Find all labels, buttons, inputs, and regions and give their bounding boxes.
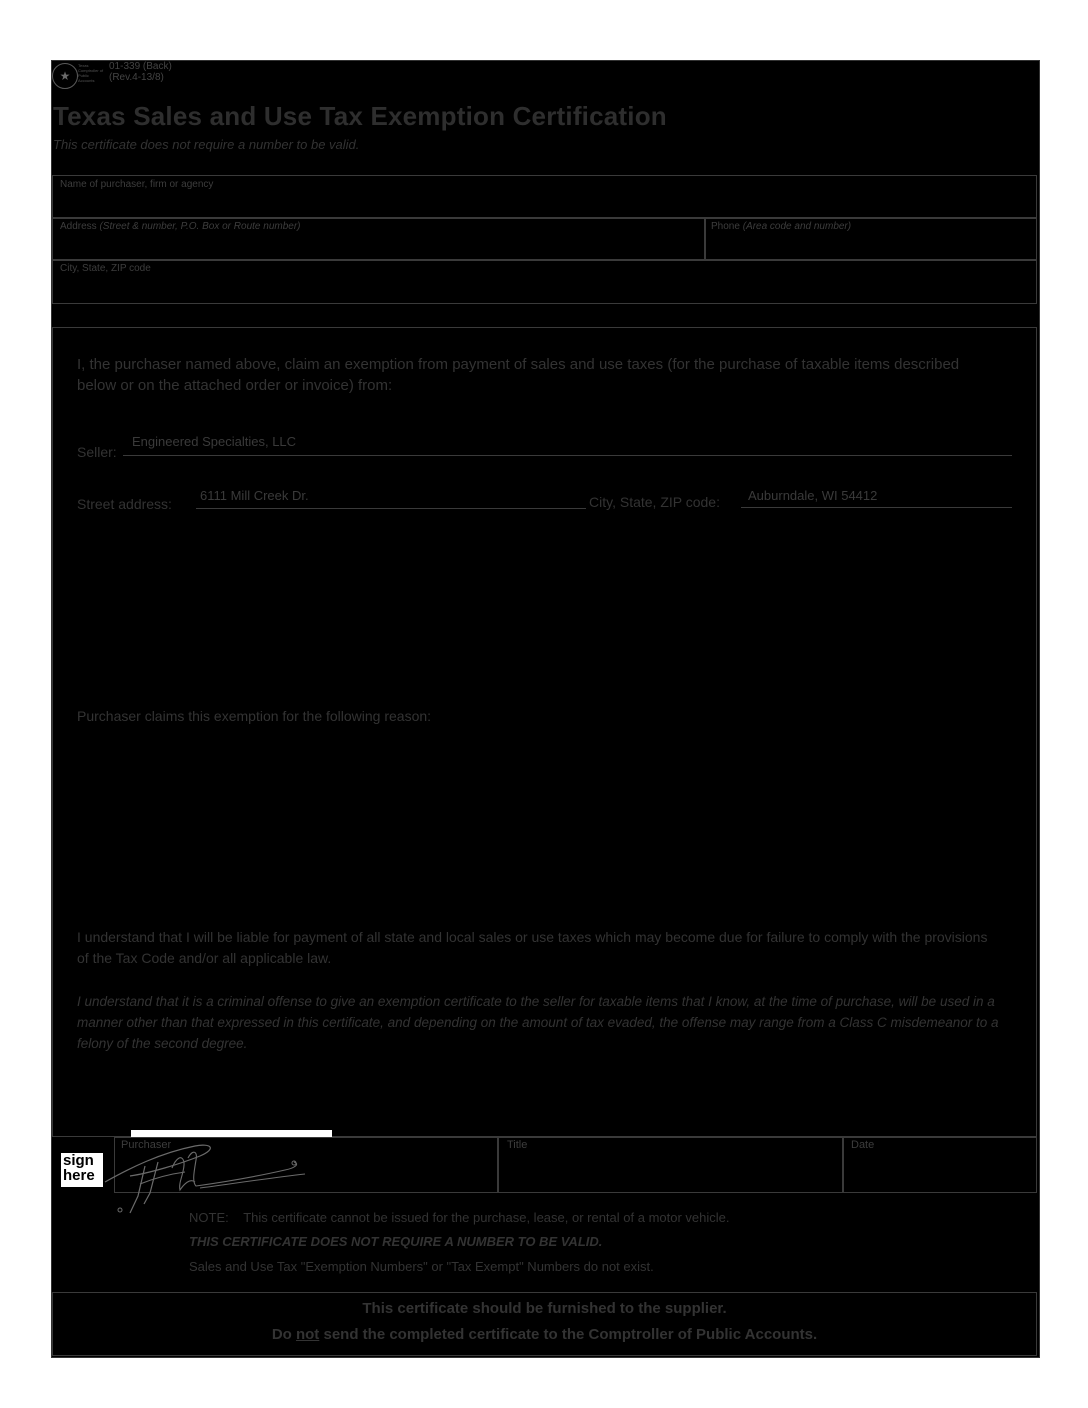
state-seal-icon: ★ (52, 63, 78, 89)
seller-label: Seller: (77, 444, 117, 460)
street-address-line (196, 507, 586, 509)
date-label: Date (851, 1139, 875, 1151)
do-not-send-text: Do not send the completed certificate to the Comptroller of Public Accounts. (271, 1326, 818, 1343)
purchaser-name-label: Name of purchaser, firm or agency (60, 179, 214, 190)
vehicle-note (189, 1210, 730, 1225)
form-subtitle: This certificate does not require a number to be valid. (53, 137, 360, 152)
sign-here-tag (61, 1153, 103, 1187)
reason-label: Purchaser claims this exemption for the following reason: (77, 708, 432, 724)
form-number-block (109, 61, 172, 83)
street-address-label: Street address: (77, 496, 172, 512)
exemption-numbers-note: Sales and Use Tax "Exemption Numbers" or "Tax Exempt" Numbers do not exist. (189, 1259, 654, 1274)
seal-caption: Texas Comptroller of Public Accounts (78, 63, 104, 83)
address-label: Address (Street & number, P.O. Box or Route number) (60, 221, 301, 232)
criminal-offense-statement: I understand that it is a criminal offense to give an exemption certificate to the seller for taxable items that I know, at the time of purchase, will be used in a manner other than that expressed in this certificate, and depending on the amount of tax evaded, the offense may range from a Class C misdemeanor to a felony of the second degree. (77, 994, 999, 1051)
form-title: Texas Sales and Use Tax Exemption Certification (53, 101, 667, 131)
sign-label: sign (63, 1152, 94, 1169)
date-field[interactable] (842, 1137, 1037, 1193)
signature-bar (131, 1130, 332, 1137)
title-field[interactable] (497, 1137, 844, 1193)
note-text: This certificate cannot be issued for the purchase, lease, or rental of a motor vehicle. (243, 1210, 730, 1225)
title-label: Title (507, 1139, 528, 1151)
seller-line (123, 454, 1012, 456)
form-revision: (Rev.4-13/8) (109, 72, 164, 83)
here-label: here (63, 1167, 95, 1184)
phone-field[interactable] (704, 217, 1037, 261)
liability-statement: I understand that I will be liable for payment of all state and local sales or use taxes which may become due for failure to comply with the provisions of the Tax Code and/or all applicable law. (77, 929, 988, 966)
street-address-value[interactable]: 6111 Mill Creek Dr. (200, 488, 309, 503)
note-label: NOTE: (189, 1210, 229, 1225)
seller-city-label: City, State, ZIP code: (589, 494, 720, 510)
seller-value[interactable]: Engineered Specialties, LLC (132, 434, 297, 449)
address-field[interactable] (52, 217, 706, 261)
no-number-required-note: THIS CERTIFICATE DOES NOT REQUIRE A NUMBER TO BE VALID. (189, 1234, 603, 1249)
city-state-zip-label: City, State, ZIP code (60, 263, 151, 274)
seller-city-line (741, 506, 1012, 508)
form-number: 01-339 (Back) (109, 61, 172, 72)
furnish-to-supplier-text: This certificate should be furnished to the supplier. (362, 1300, 727, 1317)
purchaser-name-field[interactable] (52, 175, 1037, 219)
city-state-zip-field[interactable] (52, 259, 1037, 304)
seller-city-value[interactable]: Auburndale, WI 54412 (748, 488, 878, 503)
phone-label: Phone (Area code and number) (711, 221, 852, 232)
purchaser-signature-label: Purchaser (121, 1139, 172, 1151)
handwritten-signature (100, 1138, 315, 1218)
claim-intro: I, the purchaser named above, claim an exemption from payment of sales and use taxes (for the purchase of taxable items described below or on the attached order or invoice) from: (77, 356, 960, 394)
